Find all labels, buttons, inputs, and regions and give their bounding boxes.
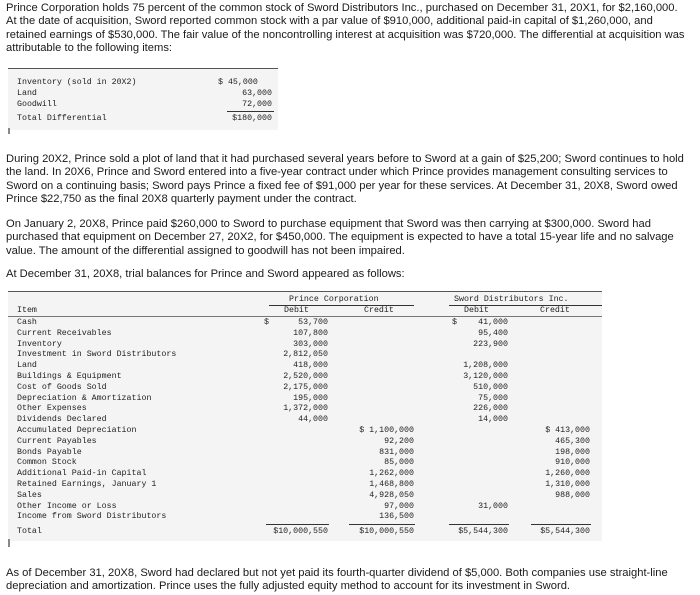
- item-cell: Investment in Sword Distributors: [17, 350, 177, 360]
- prince-credit-cell: 1,468,800: [369, 480, 414, 489]
- item-cell: Current Receivables: [17, 328, 112, 338]
- prince-debit-total: $10,000,550: [273, 527, 328, 536]
- item-cell: Depreciation & Amortization: [17, 393, 152, 403]
- sword-credit-cell: 465,300: [555, 436, 590, 446]
- item-cell: Retained Earnings, January 1: [17, 480, 157, 489]
- prince-debit-cell: 2,812,050: [283, 350, 328, 360]
- differential-label-inventory: Inventory (sold in 20X2): [17, 78, 137, 87]
- item-cell: Dividends Declared: [17, 415, 107, 425]
- differential-total-label: Total Differential: [17, 114, 107, 123]
- sword-debit-cell: 510,000: [473, 382, 508, 392]
- sword-debit-cell: 41,000: [478, 318, 508, 327]
- prince-credit-cell: 4,928,050: [369, 490, 414, 500]
- sword-debit-dollar: $: [452, 318, 457, 327]
- differential-amount-inventory: $ 45,000: [218, 78, 258, 87]
- item-cell: Other Expenses: [17, 404, 87, 414]
- sword-credit-cell: 988,000: [555, 490, 590, 500]
- prince-debit-cell: 53,700: [298, 318, 328, 327]
- sword-credit-cell: 1,260,000: [545, 469, 590, 479]
- sword-debit-cell: 75,000: [478, 393, 508, 403]
- prince-credit-cell: 831,000: [379, 447, 414, 457]
- sword-credit-header: Credit: [540, 306, 570, 315]
- item-cell: Cost of Goods Sold: [17, 382, 107, 392]
- trial-balance-table: [8, 291, 602, 541]
- sword-debit-cell: 31,000: [478, 501, 508, 511]
- prince-credit-header: Credit: [364, 306, 394, 315]
- sword-debit-total-rule: [449, 524, 509, 525]
- sword-debit-cell: 95,400: [478, 328, 508, 338]
- prince-header: Prince Corporation: [289, 295, 379, 304]
- prince-credit-cell: 136,500: [379, 512, 414, 522]
- item-cell: Common Stock: [17, 458, 77, 468]
- sword-debit-cell: 3,120,000: [463, 372, 508, 381]
- item-cell: Buildings & Equipment: [17, 372, 122, 381]
- item-cell: Current Payables: [17, 436, 97, 446]
- prince-debit-total-rule: [266, 524, 329, 525]
- prince-credit-total-rule: [349, 524, 415, 525]
- trial-intro-paragraph: At December 31, 20X8, trial balances for Prince and Sword appeared as follows:: [6, 268, 405, 280]
- total-label: Total: [17, 527, 42, 536]
- prince-debit-cell: 2,520,000: [283, 372, 328, 381]
- sword-credit-total: $5,544,300: [540, 527, 590, 536]
- sword-debit-cell: 226,000: [473, 404, 508, 414]
- sword-credit-total-rule: [531, 524, 591, 525]
- item-cell: Income from Sword Distributors: [17, 512, 167, 522]
- sword-debit-cell: 1,208,000: [463, 361, 508, 371]
- prince-debit-cell: 2,175,000: [283, 382, 328, 392]
- differential-amount-goodwill: 72,000: [242, 100, 272, 109]
- differential-left-rule: [8, 128, 10, 134]
- prince-credit-cell: 92,200: [384, 436, 414, 446]
- item-cell: Bonds Payable: [17, 447, 82, 457]
- prince-debit-cell: 303,000: [293, 339, 328, 349]
- prince-debit-header: Debit: [284, 306, 309, 315]
- header-underline: [8, 316, 602, 317]
- differential-top-rule: [8, 68, 278, 69]
- item-cell: Other Income or Loss: [17, 501, 117, 511]
- sword-debit-total: $5,544,300: [458, 527, 508, 536]
- item-cell: Accumulated Depreciation: [17, 426, 137, 435]
- sword-debit-header: Debit: [464, 306, 489, 315]
- item-cell: Additional Paid-in Capital: [17, 469, 147, 479]
- trial-top-rule: [8, 291, 602, 292]
- sword-debit-cell: 223,900: [473, 339, 508, 349]
- trial-left-rule: [8, 539, 10, 547]
- item-cell: Land: [17, 361, 37, 371]
- sword-credit-cell: $ 413,000: [545, 426, 590, 435]
- sword-header: Sword Distributors Inc.: [454, 295, 569, 304]
- sword-debit-cell: 14,000: [478, 415, 508, 425]
- prince-debit-cell: 1,372,000: [283, 404, 328, 414]
- intro-paragraph: Prince Corporation holds 75 percent of the common stock of Sword Distributors Inc., purchased on December 31, 20X1, for $2,160,000. At the date of acquisition, Sword reported common stock with a par value of $910,000, additional paid-in capital of $1,260,000, and retained earnings of $530,000. The fair value of the noncontrolling interest at acquisition was $720,000. The differential at acquisition was attributable to the following items:: [6, 2, 685, 55]
- prince-debit-cell: 195,000: [293, 393, 328, 403]
- sword-credit-cell: 910,000: [555, 458, 590, 468]
- prince-debit-dollar: $: [264, 318, 269, 327]
- item-header: Item: [17, 306, 37, 315]
- prince-credit-cell: $ 1,100,000: [359, 426, 414, 435]
- prince-credit-cell: 97,000: [384, 501, 414, 511]
- differential-label-land: Land: [17, 89, 37, 98]
- differential-label-goodwill: Goodwill: [17, 100, 57, 109]
- prince-debit-cell: 107,800: [293, 328, 328, 338]
- item-cell: Sales: [17, 490, 42, 500]
- prince-credit-total: $10,000,550: [359, 527, 414, 536]
- differential-total-amount: $180,000: [232, 114, 272, 123]
- item-cell: Cash: [17, 318, 37, 327]
- prince-debit-cell: 44,000: [298, 415, 328, 425]
- prince-debit-cell: 418,000: [293, 361, 328, 371]
- sword-credit-cell: 1,310,000: [545, 480, 590, 489]
- item-cell: Inventory: [17, 339, 62, 349]
- equipment-paragraph: On January 2, 20X8, Prince paid $260,000 to Sword to purchase equipment that Sword was then carrying at $300,000. Sword had purchased that equipment on December 27, 20X2, for $450,000. The equipment is expected to have a total 15-year life and no salvage value. The amount of the differential assigned to goodwill has not been impaired.: [6, 218, 674, 257]
- sword-credit-cell: 198,000: [555, 447, 590, 457]
- differential-amount-land: 63,000: [242, 89, 272, 98]
- closing-paragraph: As of December 31, 20X8, Sword had declared but not yet paid its fourth-quarter dividend of $5,000. Both companies use straight-line depreciation and amortization. Prince uses the fully adjusted equity method to account for its investment in Sword.: [6, 567, 668, 593]
- prince-credit-cell: 1,262,000: [369, 469, 414, 479]
- differential-subtotal-rule: [227, 111, 274, 112]
- differential-table: [8, 68, 278, 130]
- prince-credit-cell: 85,000: [384, 458, 414, 468]
- land-sale-paragraph: During 20X2, Prince sold a plot of land that it had purchased several years before to Sword at a gain of $25,200; Sword continues to hold the land. In 20X6, Prince and Sword entered into a five-year contract under which Prince provides management consulting services to Sword on a continuing basis; Sword pays Prince a fixed fee of $91,000 per year for these services. At December 31, 20X8, Sword owed Prince $22,750 as the final 20X8 quarterly payment under the contract.: [6, 153, 684, 206]
